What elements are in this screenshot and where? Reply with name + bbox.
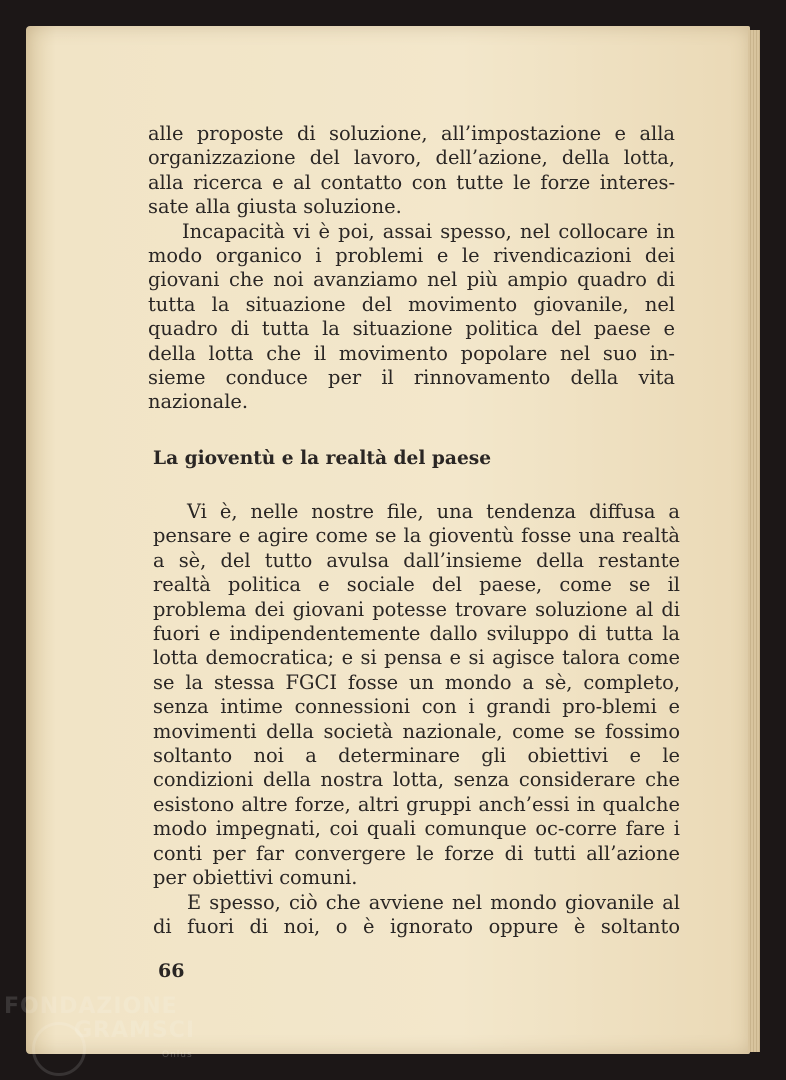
paragraph-3: Vi è, nelle nostre file, una tendenza diffusa a pensare e agire come se la gioventù fosse una realtà a sè, del tutto avulsa dall’insieme della restante realtà politica e sociale del paese, come se il problema dei giovani potesse trovare soluzione al di fuori e indipendentemente dallo sviluppo di tutta la lotta democratica; e si pensa e si agisce talora come se la stessa FGCI fosse un mondo a sè, completo, senza intime connessioni con i grandi pro-blemi e movimenti della società nazionale, come se fossimo soltanto noi a determinare gli obiettivi e le condizioni della nostra lotta, senza considerare che esistono altre forze, altri gruppi anch’essi in qualche modo impegnati, coi quali comunque oc-corre fare i conti per far convergere le forze di tutti all’azione per obiettivi comuni.: [153, 500, 680, 890]
watermark-line-2: GRAMSCI: [74, 1018, 196, 1043]
paragraph-4: E spesso, ciò che avviene nel mondo giovanile al di fuori di noi, o è ignorato oppure è soltanto: [153, 890, 680, 938]
watermark-line-3: Onlus: [162, 1050, 193, 1060]
section-heading: La gioventù e la realtà del paese: [153, 448, 492, 469]
page-number: 66: [158, 960, 185, 982]
watermark-line-1: FONDAZIONE: [4, 994, 178, 1019]
paragraph-1: alle proposte di soluzione, all’impostazione e alla organizzazione del lavoro, dell’azione, della lotta, alla ricerca e al contatto con tutte le forze interes-sate alla giusta soluzione.: [148, 122, 675, 219]
page-edges: [748, 30, 760, 1052]
paragraph-2: Incapacità vi è poi, assai spesso, nel collocare in modo organico i problemi e le rivendicazioni dei giovani che noi avanziamo nel più ampio quadro di tutta la situazione del movimento giovanile, nel quadro di tutta la situazione politica del paese e della lotta che il movimento popolare nel suo in-sieme conduce per il rinnovamento della vita nazionale.: [148, 219, 675, 414]
text-block-top: [148, 122, 675, 415]
text-block-bottom: [153, 500, 680, 939]
watermark: [4, 995, 195, 1067]
